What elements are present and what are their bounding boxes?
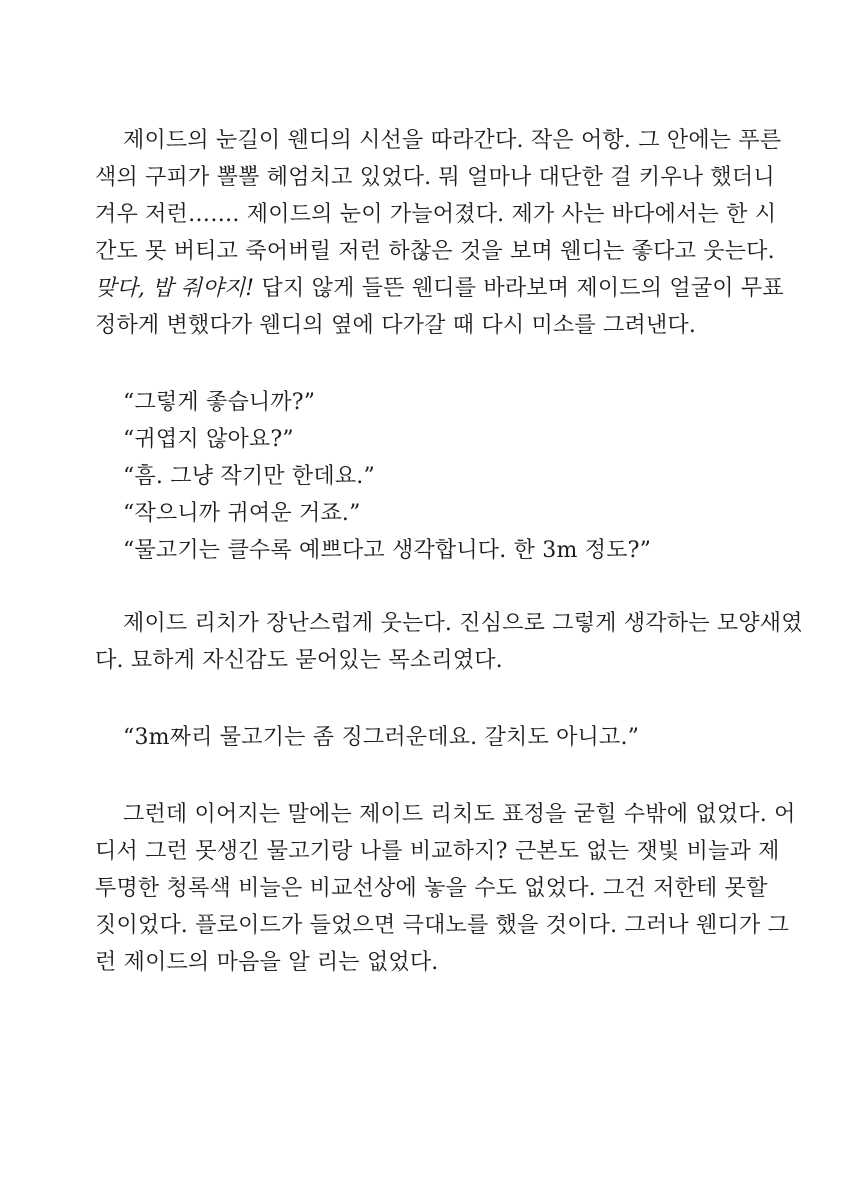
paragraph-3 [95,796,796,981]
text-line: 색의 구피가 뽈뽈 헤엄치고 있었다. 뭐 얼마나 대단한 걸 키우나 했더니 [95,165,775,190]
paragraph-gap [95,756,745,796]
dialogue-block-2 [95,719,745,756]
paragraph-gap [95,344,745,384]
text-line: 투명한 청록색 비늘은 비교선상에 놓을 수도 없었다. 그건 저한테 못할 [95,876,768,901]
paragraph-gap [95,679,745,719]
text-line: 제이드의 눈길이 웬디의 시선을 따라간다. 작은 어항. 그 안에는 푸른 [123,128,782,153]
dialogue-line: “3m짜리 물고기는 좀 징그러운데요. 갈치도 아니고.” [123,725,640,750]
text-line: 런 제이드의 마음을 알 리는 없었다. [95,950,439,975]
dialogue-line: “귀엽지 않아요?” [123,427,294,452]
paragraph-1 [95,122,784,344]
dialogue-line: “작으니까 귀여운 거죠.” [123,501,361,526]
text-line: 그런데 이어지는 말에는 제이드 리치도 표정을 굳힐 수밖에 없었다. 어 [123,802,796,827]
dialogue-line: “물고기는 클수록 예쁘다고 생각합니다. 한 3m 정도?” [123,538,652,563]
paragraph-gap [95,569,745,605]
text-line: 짓이었다. 플로이드가 들었으면 극대노를 했을 것이다. 그러나 웬디가 그 [95,913,790,938]
text-line [95,270,784,307]
italic-exclamation: 맞다, 밥 줘야지! [95,276,255,301]
dialogue-line: “흠. 그냥 작기만 한데요.” [123,464,375,489]
paragraph-2 [95,605,803,679]
text-line: 정하게 변했다가 웬디의 옆에 다가갈 때 다시 미소를 그려낸다. [95,313,697,338]
text-line: 디서 그런 못생긴 물고기랑 나를 비교하지? 근본도 없는 잿빛 비늘과 제 [95,839,780,864]
document-body [95,122,803,981]
text-line-rest: 답지 않게 들뜬 웬디를 바라보며 제이드의 얼굴이 무표 [254,276,784,301]
text-line: 제이드 리치가 장난스럽게 웃는다. 진심으로 그렇게 생각하는 모양새였 [123,611,803,636]
dialogue-line: “그렇게 좋습니까?” [123,390,316,415]
text-line: 간도 못 버티고 죽어버릴 저런 하찮은 것을 보며 웬디는 좋다고 웃는다. [95,239,775,264]
dialogue-block-1 [95,384,745,569]
text-line: 다. 묘하게 자신감도 묻어있는 목소리였다. [95,648,503,673]
text-line: 겨우 저런……. 제이드의 눈이 가늘어졌다. 제가 사는 바다에서는 한 시 [95,202,777,227]
